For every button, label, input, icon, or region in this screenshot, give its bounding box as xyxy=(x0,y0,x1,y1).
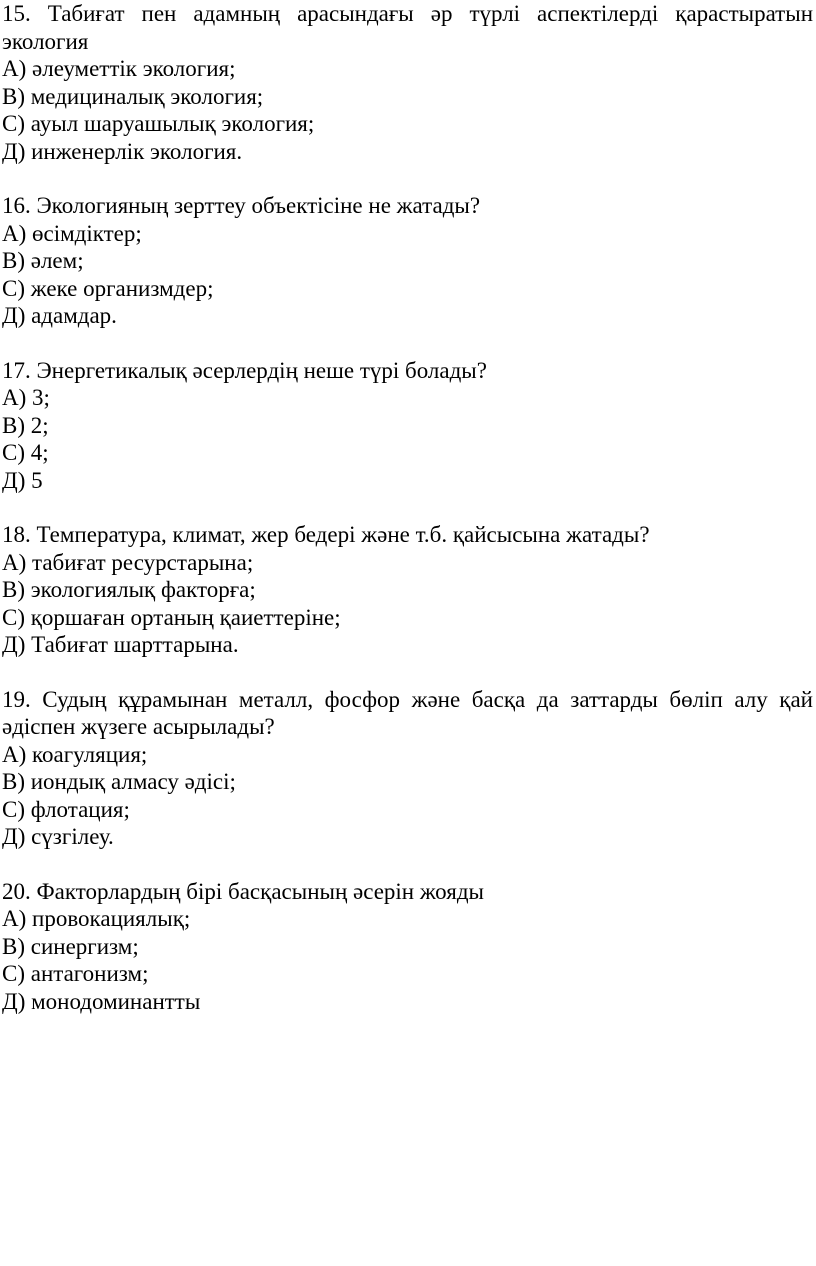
question-17 xyxy=(2,357,813,495)
answer-option-c: С) 4; xyxy=(2,440,49,465)
answer-option-d: Д) адамдар. xyxy=(2,303,117,328)
question-16 xyxy=(2,192,813,330)
question-stem: 15. Табиғат пен адамның арасындағы әр түрлі аспектілерді қарастыратын экология xyxy=(2,1,813,54)
question-20 xyxy=(2,878,813,1016)
answer-option-a: А) коагуляция; xyxy=(2,741,148,767)
answer-option-a: А) әлеуметтік экология; xyxy=(2,56,236,81)
answer-option-d: Д) 5 xyxy=(2,467,43,493)
answer-option-d: Д) инженерлік экология. xyxy=(2,138,243,164)
question-18 xyxy=(2,521,813,659)
answer-option-d: Д) монодоминантты xyxy=(2,988,201,1014)
answer-option-a: А) табиғат ресурстарына; xyxy=(2,549,254,575)
answer-option-b: В) иондық алмасу әдісі; xyxy=(2,769,236,794)
question-stem: 20. Факторлардың бірі басқасының әсерін жояды xyxy=(2,878,484,904)
question-stem: 19. Судың құрамынан металл, фосфор және басқа да заттарды бөліп алу қай әдіспен жүзеге асырылады? xyxy=(2,686,813,739)
question-stem: 16. Экологияның зерттеу объектісіне не жатады? xyxy=(2,193,481,218)
answer-option-a: А) өсімдіктер; xyxy=(2,220,142,246)
answer-option-c: С) флотация; xyxy=(2,796,130,822)
answer-option-c: С) ауыл шаруашылық экология; xyxy=(2,111,315,136)
answer-option-b: В) экологиялық факторға; xyxy=(2,577,256,602)
answer-option-b: В) 2; xyxy=(2,412,49,438)
answer-option-c: С) антагонизм; xyxy=(2,961,149,986)
answer-option-a: А) провокациялық; xyxy=(2,906,191,931)
question-19 xyxy=(2,686,813,851)
answer-option-b: В) синергизм; xyxy=(2,933,139,959)
answer-option-c: С) қоршаған ортаның қаиеттеріне; xyxy=(2,604,341,630)
answer-option-b: В) әлем; xyxy=(2,248,84,273)
answer-option-d: Д) сүзгілеу. xyxy=(2,824,114,849)
answer-option-a: А) 3; xyxy=(2,385,50,410)
answer-option-d: Д) Табиғат шарттарына. xyxy=(2,632,239,657)
question-stem: 18. Температура, климат, жер бедері және т.б. қайсысына жатады? xyxy=(2,522,650,547)
question-list xyxy=(2,0,813,1042)
answer-option-c: С) жеке организмдер; xyxy=(2,275,214,301)
question-15 xyxy=(2,0,813,165)
question-stem: 17. Энергетикалық әсерлердің неше түрі болады? xyxy=(2,357,487,383)
answer-option-b: В) медициналық экология; xyxy=(2,83,264,109)
